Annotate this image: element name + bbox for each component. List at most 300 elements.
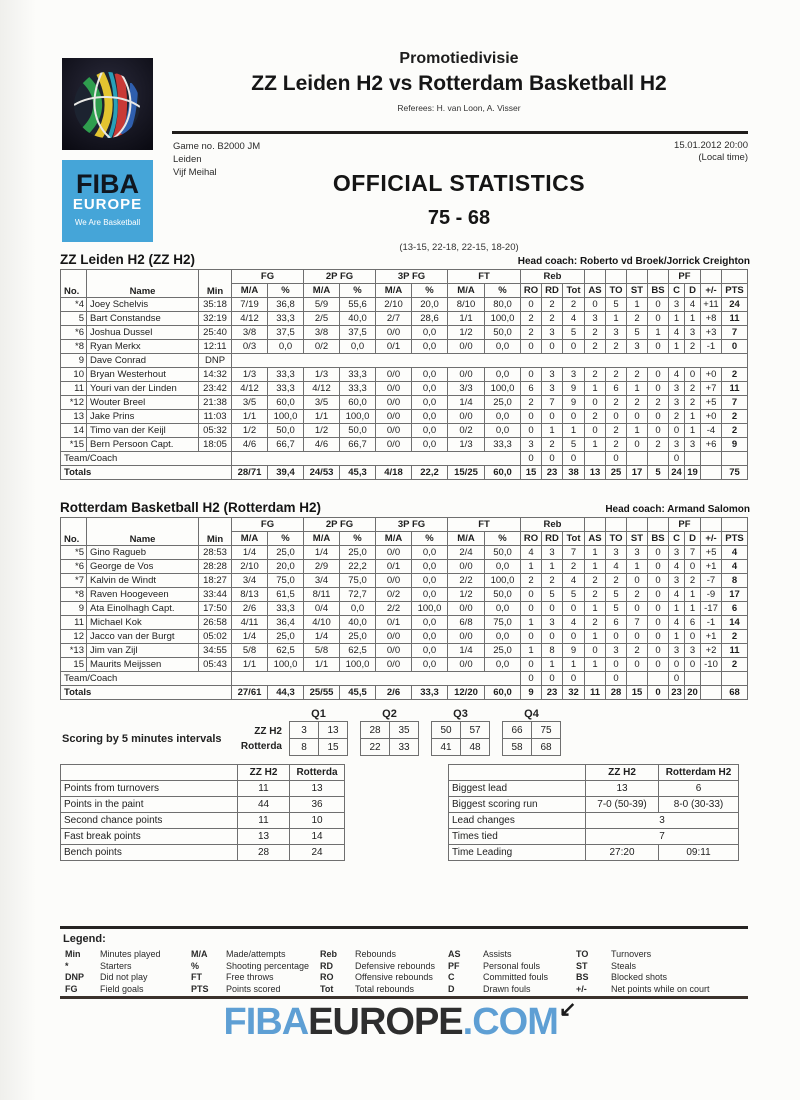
col-pct: % (268, 284, 304, 298)
stat-cell: 0,0 (412, 574, 448, 588)
quarter-score-cell: 28 (361, 722, 390, 739)
player-number: *6 (61, 326, 87, 340)
stat-cell: 7 (542, 396, 563, 410)
group-empty-as (585, 518, 606, 532)
stat-cell: 0 (521, 340, 542, 354)
stat-cell: 0/0 (448, 340, 485, 354)
quarter-score-cell: 66 (503, 722, 532, 739)
legend-abbr: RO (320, 972, 334, 982)
col-d: D (685, 532, 701, 546)
europe-logo-text: EUROPE (72, 196, 143, 213)
scoring-team-label: ZZ H2 (254, 726, 282, 737)
totals-row (61, 466, 748, 480)
player-name: Michael Kok (87, 616, 199, 630)
stat-cell: 0,0 (485, 340, 521, 354)
stat-cell: 4 (669, 588, 685, 602)
totals-row (61, 686, 748, 700)
player-pts: 7 (722, 396, 748, 410)
player-row (61, 424, 748, 438)
legend-item (320, 984, 435, 996)
legend-item (448, 949, 548, 961)
player-number: *8 (61, 340, 87, 354)
comparison-header: Rotterdam H2 (659, 765, 739, 781)
stat-cell: 0/0 (376, 658, 412, 672)
col-no: No. (61, 518, 87, 546)
stat-cell: 0,0 (412, 546, 448, 560)
stat-cell: -1 (701, 616, 722, 630)
stat-cell: 3/4 (232, 574, 268, 588)
stat-cell: 37,5 (340, 326, 376, 340)
player-number: *6 (61, 560, 87, 574)
comparison-row (61, 829, 345, 845)
totals-stat: 22,2 (412, 466, 448, 480)
quarter-score-row (432, 739, 490, 756)
stat-cell: 0/0 (376, 368, 412, 382)
stat-cell: 25,0 (485, 396, 521, 410)
col-c: C (669, 284, 685, 298)
stat-cell: 1 (648, 326, 669, 340)
comparison-value: 3 (586, 813, 739, 829)
team1-name: ZZ Leiden H2 (ZZ H2) (60, 252, 195, 267)
stat-cell: 0 (542, 410, 563, 424)
quarter-score-box (289, 721, 348, 756)
quarter-score-cell: 41 (432, 739, 461, 756)
stat-cell: 20,0 (412, 298, 448, 312)
stat-cell: 0,0 (485, 410, 521, 424)
stat-cell: 100,0 (485, 382, 521, 396)
totals-stat: 75 (722, 466, 748, 480)
stat-cell: 2 (648, 396, 669, 410)
legend-column (191, 949, 309, 995)
comparison-value-home: 13 (586, 781, 659, 797)
col-pct: % (485, 284, 521, 298)
player-number: 10 (61, 368, 87, 382)
stat-cell: 0,0 (412, 326, 448, 340)
stat-cell: 4/6 (304, 438, 340, 452)
col-as: AS (585, 284, 606, 298)
stat-cell: 0 (521, 368, 542, 382)
stat-cell: +2 (701, 644, 722, 658)
col-name: Name (87, 270, 199, 298)
dnp-empty (232, 354, 748, 368)
stat-cell: 4 (606, 560, 627, 574)
player-number: 14 (61, 424, 87, 438)
comparison-row (449, 845, 739, 861)
stat-cell: 80,0 (485, 298, 521, 312)
col-bs: BS (648, 532, 669, 546)
stat-cell: 2 (627, 368, 648, 382)
player-number: 11 (61, 616, 87, 630)
player-name: Ryan Merkx (87, 340, 199, 354)
stat-cell: 4/12 (232, 382, 268, 396)
col-no: No. (61, 270, 87, 298)
stat-cell: 0/0 (376, 438, 412, 452)
stat-cell: 3/8 (232, 326, 268, 340)
stat-cell: 6 (685, 616, 701, 630)
col-tot: Tot (563, 532, 585, 546)
stat-cell: 25,0 (340, 630, 376, 644)
player-name: Kalvin de Windt (87, 574, 199, 588)
stat-cell: 3 (669, 438, 685, 452)
stat-cell: 72,7 (340, 588, 376, 602)
stat-cell: 0 (648, 560, 669, 574)
team2-name: Rotterdam Basketball H2 (Rotterdam H2) (60, 500, 322, 515)
team1-heading (60, 252, 750, 267)
totals-stat (701, 686, 722, 700)
stat-cell: 0 (627, 630, 648, 644)
stat-cell: 0/0 (376, 546, 412, 560)
stat-cell: 0 (627, 658, 648, 672)
comparison-value-away: 6 (659, 781, 739, 797)
stat-cell: 0/2 (304, 340, 340, 354)
legend-abbr: % (191, 960, 200, 971)
stat-cell: 4/12 (232, 312, 268, 326)
col-rd: RD (542, 284, 563, 298)
stat-cell: 100,0 (268, 410, 304, 424)
totals-stat: 28 (606, 686, 627, 700)
footer-europe-text: EUROPE (308, 1001, 463, 1043)
stat-cell: 33:44 (199, 588, 232, 602)
legend-abbr: ST (576, 960, 588, 971)
stat-cell: 3 (585, 312, 606, 326)
stat-cell: 2 (606, 396, 627, 410)
totals-stat: 15/25 (448, 466, 485, 480)
col-as: AS (585, 532, 606, 546)
team-coach-stat: 0 (669, 452, 685, 466)
player-row (61, 326, 748, 340)
stat-cell: 0 (521, 424, 542, 438)
stat-cell: 3 (685, 438, 701, 452)
player-number: *7 (61, 574, 87, 588)
group-reb: Reb (521, 518, 585, 532)
match-title: ZZ Leiden H2 vs Rotterdam Basketball H2 (251, 72, 667, 95)
comparison-row (61, 845, 345, 861)
col-c: C (669, 532, 685, 546)
legend-desc: Shooting percentage (226, 960, 310, 971)
legend-title: Legend: (63, 933, 106, 945)
player-pts: 0 (722, 340, 748, 354)
stat-cell: 3 (669, 644, 685, 658)
stat-cell: -10 (701, 658, 722, 672)
quarter-score-cell: 13 (319, 722, 348, 739)
stat-cell: 1/1 (448, 312, 485, 326)
legend-column (448, 949, 548, 995)
comparison-row (449, 813, 739, 829)
col-bs: BS (648, 284, 669, 298)
legend-desc: Offensive rebounds (355, 972, 433, 982)
stat-cell: 0,0 (412, 644, 448, 658)
stat-cell: -4 (701, 424, 722, 438)
quarter-score-cell: 50 (432, 722, 461, 739)
quarter-label: Q4 (524, 708, 539, 720)
stat-cell: 1 (585, 546, 606, 560)
quarter-score-row (432, 722, 490, 739)
stat-cell: 0 (521, 602, 542, 616)
comparison-value-home: 7-0 (50-39) (586, 797, 659, 813)
game-venue: Vijf Meihal (173, 167, 217, 178)
team-coach-stat (648, 452, 669, 466)
basketball-icon (62, 58, 153, 150)
comparison-value-away: 09:11 (659, 845, 739, 861)
stat-cell: 1 (627, 298, 648, 312)
stat-cell: 34:55 (199, 644, 232, 658)
stat-cell: 33,3 (340, 382, 376, 396)
stat-cell: 8 (542, 644, 563, 658)
quarter-score-cell: 75 (532, 722, 561, 739)
group-ft: FT (448, 518, 521, 532)
stat-cell: 2 (585, 340, 606, 354)
player-name: Raven Hoogeveen (87, 588, 199, 602)
player-number: 9 (61, 602, 87, 616)
stat-cell: 9 (563, 382, 585, 396)
stat-cell: 0 (648, 424, 669, 438)
stat-cell: 1 (669, 630, 685, 644)
stat-cell: 4 (563, 616, 585, 630)
team-coach-stat: 0 (542, 672, 563, 686)
stat-cell: 0/0 (448, 368, 485, 382)
legend-item (576, 972, 710, 984)
competition-name: Promotiedivisie (399, 50, 519, 67)
comparison-label: Times tied (449, 829, 586, 845)
player-pts: 7 (722, 326, 748, 340)
col-ma: M/A (376, 532, 412, 546)
stat-cell: 1/4 (304, 546, 340, 560)
stat-cell: 33,3 (485, 438, 521, 452)
quarter-score-row (290, 722, 348, 739)
stat-cell: 62,5 (268, 644, 304, 658)
stat-cell: 6/8 (448, 616, 485, 630)
stat-cell: +0 (701, 368, 722, 382)
player-name: Maurits Meijssen (87, 658, 199, 672)
legend-abbr: Min (65, 949, 81, 959)
stat-cell: 0/0 (376, 382, 412, 396)
stat-cell: 0 (585, 298, 606, 312)
stat-cell: 0 (563, 630, 585, 644)
stat-cell: 40,0 (340, 616, 376, 630)
totals-stat: 15 (521, 466, 542, 480)
stat-cell: 2 (542, 298, 563, 312)
quarter-label: Q2 (382, 708, 397, 720)
stat-cell: 1 (585, 658, 606, 672)
stat-cell: 14:32 (199, 368, 232, 382)
scoring-intervals-label: Scoring by 5 minutes intervals (62, 733, 222, 745)
header-group-row (61, 518, 748, 532)
stat-cell: 2/10 (376, 298, 412, 312)
legend-column (320, 949, 435, 995)
totals-stat: 4/18 (376, 466, 412, 480)
stat-cell: 61,5 (268, 588, 304, 602)
stat-cell: 0,0 (412, 438, 448, 452)
quarter-score-cell: 3 (290, 722, 319, 739)
player-number: *13 (61, 644, 87, 658)
stat-cell: 3/5 (304, 396, 340, 410)
group-empty-pm (701, 518, 722, 532)
stat-cell: 1 (542, 658, 563, 672)
player-pts: 4 (722, 546, 748, 560)
player-row (61, 438, 748, 452)
player-name: Bern Persoon Capt. (87, 438, 199, 452)
box-score-table (60, 269, 748, 480)
group-p2: 2P FG (304, 518, 376, 532)
quarter-column (289, 708, 348, 756)
totals-stat: 68 (722, 686, 748, 700)
totals-stat: 2/6 (376, 686, 412, 700)
stat-cell: 1/3 (448, 438, 485, 452)
col-ma: M/A (232, 284, 268, 298)
totals-stat: 25/55 (304, 686, 340, 700)
player-number: *12 (61, 396, 87, 410)
stat-cell: 4 (521, 546, 542, 560)
date-info (674, 140, 748, 164)
col-pct: % (340, 284, 376, 298)
group-p3: 3P FG (376, 518, 448, 532)
totals-stat: 20 (685, 686, 701, 700)
player-row (61, 312, 748, 326)
stat-cell: 0 (585, 424, 606, 438)
comparison-label: Bench points (61, 845, 238, 861)
stat-cell: 2 (648, 438, 669, 452)
comparison-value-home: 11 (238, 781, 290, 797)
comparison-label: Biggest scoring run (449, 797, 586, 813)
stat-cell: 2 (521, 574, 542, 588)
stat-cell: 0,0 (412, 630, 448, 644)
stat-cell: 4/10 (304, 616, 340, 630)
legend-column (65, 949, 161, 995)
player-pts: 4 (722, 560, 748, 574)
stat-cell: 4 (563, 574, 585, 588)
game-datetime: 15.01.2012 20:00 (674, 140, 748, 151)
stat-cell: 50,0 (485, 588, 521, 602)
stat-cell: 7 (627, 616, 648, 630)
stat-cell: 0/0 (376, 574, 412, 588)
legend-desc: Drawn fouls (483, 983, 531, 994)
stat-cell: 2 (542, 312, 563, 326)
stat-cell: 2 (521, 396, 542, 410)
stat-cell: 2 (542, 438, 563, 452)
stat-cell: 0 (685, 368, 701, 382)
stat-cell: 1 (563, 658, 585, 672)
totals-stat: 60,0 (485, 686, 521, 700)
stat-cell: 40,0 (340, 312, 376, 326)
legend-item (65, 961, 161, 973)
stat-cell: 20,0 (268, 560, 304, 574)
stat-cell: 1 (521, 616, 542, 630)
stat-cell: 3 (669, 298, 685, 312)
stat-cell: 2 (585, 410, 606, 424)
col-pct: % (340, 532, 376, 546)
stat-cell: 2/5 (304, 312, 340, 326)
stat-cell: +11 (701, 298, 722, 312)
stat-cell: 3 (685, 326, 701, 340)
comparison-row (449, 797, 739, 813)
team-coach-stat: 0 (669, 672, 685, 686)
stat-cell: -9 (701, 588, 722, 602)
stat-cell: 2 (521, 326, 542, 340)
stat-cell: 0,0 (412, 424, 448, 438)
quarter-scores: (13-15, 22-18, 22-15, 18-20) (399, 242, 519, 253)
stat-cell: 0/2 (448, 424, 485, 438)
stat-cell: 3 (627, 546, 648, 560)
team1-stats-table-wrap (60, 269, 748, 480)
player-row (61, 340, 748, 354)
group-empty-to (606, 270, 627, 284)
group-empty-pm (701, 270, 722, 284)
col-ma: M/A (232, 532, 268, 546)
stat-cell: 0 (627, 602, 648, 616)
player-name: Bart Constandse (87, 312, 199, 326)
group-fg: FG (232, 270, 304, 284)
stat-cell: 0 (648, 410, 669, 424)
legend-abbr: * (65, 960, 69, 971)
totals-stat: 0 (648, 686, 669, 700)
player-number: 11 (61, 382, 87, 396)
stat-cell: 7 (685, 546, 701, 560)
stat-cell: 0 (542, 630, 563, 644)
fiba-basketball-logo (62, 58, 153, 150)
stat-cell: 1 (606, 312, 627, 326)
stat-cell: 2 (627, 396, 648, 410)
totals-stat: 23 (542, 466, 563, 480)
stat-cell: -1 (701, 340, 722, 354)
stat-cell: 2 (542, 574, 563, 588)
stat-cell: 0,0 (412, 658, 448, 672)
stat-cell: 75,0 (485, 616, 521, 630)
official-statistics-block (170, 170, 748, 253)
legend-desc: Defensive rebounds (355, 960, 436, 971)
comparison-value-home: 11 (238, 813, 290, 829)
legend-abbr: FT (191, 972, 202, 982)
stat-cell: 0/1 (376, 340, 412, 354)
player-row (61, 644, 748, 658)
player-row (61, 298, 748, 312)
stat-cell: 5 (563, 588, 585, 602)
game-number: Game no. B2000 JM (173, 141, 261, 152)
stat-cell: 0/0 (448, 560, 485, 574)
stat-cell: 0/1 (376, 616, 412, 630)
stat-cell: -7 (701, 574, 722, 588)
player-dnp: DNP (199, 354, 232, 368)
stat-cell: 5 (606, 588, 627, 602)
stat-cell: 5 (606, 298, 627, 312)
scoring-intervals-grid (289, 708, 561, 756)
quarter-score-box (431, 721, 490, 756)
player-name: Gino Ragueb (87, 546, 199, 560)
stat-cell: 1/1 (304, 658, 340, 672)
team-coach-empty (232, 452, 521, 466)
stat-cell: 0/0 (376, 396, 412, 410)
col-ro: RO (521, 284, 542, 298)
stat-cell: 2 (563, 560, 585, 574)
player-name: George de Vos (87, 560, 199, 574)
quarter-score-row (290, 739, 348, 756)
stat-cell: 0,0 (412, 382, 448, 396)
stat-cell: 75,0 (340, 574, 376, 588)
quarter-score-cell: 15 (319, 739, 348, 756)
comparison-row (449, 829, 739, 845)
stat-cell: 4 (685, 298, 701, 312)
player-row (61, 560, 748, 574)
team2-heading (60, 500, 750, 515)
stat-cell: 3 (627, 340, 648, 354)
stat-cell: 33,3 (268, 312, 304, 326)
team-coach-empty (232, 672, 521, 686)
header (170, 50, 748, 113)
stat-cell: 8/10 (448, 298, 485, 312)
quarter-score-cell: 57 (461, 722, 490, 739)
team-coach-stat (722, 452, 748, 466)
comparison-row (449, 781, 739, 797)
quarter-score-cell: 8 (290, 739, 319, 756)
